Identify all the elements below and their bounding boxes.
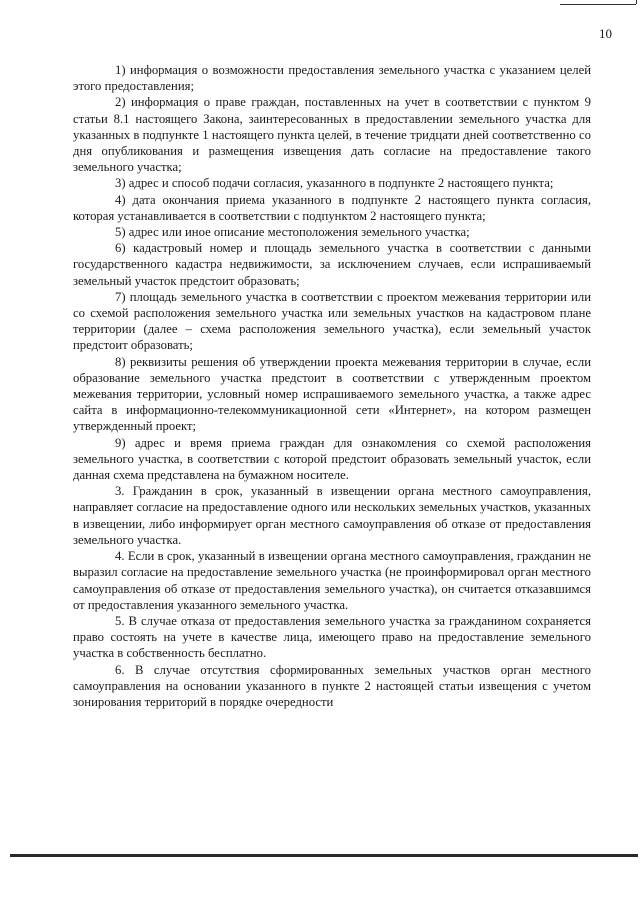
paragraph-item-7: 7) площадь земельного участка в соответствии с проектом межевания территории или со схемой расположения земельного участка или земельных участков на кадастровом плане территории (далее – схема расположения земельного участка), если земельный участок предстоит образовать; xyxy=(73,289,591,353)
paragraph-clause-6: 6. В случае отсутствия сформированных земельных участков орган местного самоуправления на основании указанного в пункте 2 настоящей статьи извещения с учетом зонирования территорий в порядке очередности xyxy=(73,662,591,709)
corner-mark-tick xyxy=(636,0,637,4)
bottom-divider xyxy=(10,854,638,857)
page-number: 10 xyxy=(599,26,612,41)
paragraph-clause-5: 5. В случае отказа от предоставления земельного участка за гражданином сохраняется право состоять на учете в качестве лица, имеющего право на предоставление земельного участка в собственность бесплатно. xyxy=(73,613,591,661)
corner-mark-line xyxy=(560,4,636,5)
paragraph-item-3: 3) адрес и способ подачи согласия, указанного в подпункте 2 настоящего пункта; xyxy=(115,176,554,191)
paragraph-item-6: 6) кадастровый номер и площадь земельного участка в соответствии с данными государственного кадастра недвижимости, за исключением случаев, если испрашиваемый земельный участок предстоит образовать; xyxy=(73,241,591,288)
paragraph-item-2: 2) информация о праве граждан, поставленных на учет в соответствии с пунктом 9 статьи 8.1 настоящего Закона, заинтересованных в предоставлении земельного участка для указанных в подпункте 1 настоящего пункта целей, в течение тридцати дней соответственно со дня опубликования и размещения извещения дать согласие на предоставление такого земельного участка; xyxy=(73,95,591,175)
paragraph-item-5: 5) адрес или иное описание местоположения земельного участка; xyxy=(115,225,470,240)
paragraph-clause-4: 4. Если в срок, указанный в извещении органа местного самоуправления, гражданин не выразил согласие на предоставление земельного участка (не проинформировал орган местного самоуправления об отказе от предоставления земельного участка), он считается отказавшимся от предоставления указанного земельного участка. xyxy=(73,549,591,612)
paragraph-item-8: 8) реквизиты решения об утверждении проекта межевания территории в случае, если образование земельного участка предстоит в соответствии с утвержденным проектом межевания территории, условный номер испрашиваемого земельного участка, а также адрес сайта в информационно-телекоммуникационной сети «Интернет», на котором размещен утвержденный проект; xyxy=(73,354,591,434)
paragraph-item-9: 9) адрес и время приема граждан для ознакомления со схемой расположения земельного участка, в соответствии с которой предстоит образовать земельный участок, если данная схема представлена на бумажном носителе. xyxy=(73,435,591,483)
paragraph-item-1: 1) информация о возможности предоставления земельного участка с указанием целей этого предоставления; xyxy=(73,63,591,94)
paragraph-clause-3: 3. Гражданин в срок, указанный в извещении органа местного самоуправления, направляет согласие на предоставление одного или нескольких земельных участков, указанных в извещении, либо информирует орган местного самоуправления об отказе от предоставления земельного участка. xyxy=(73,484,591,547)
document-body xyxy=(73,62,591,710)
paragraph-item-4: 4) дата окончания приема указанного в подпункте 2 настоящего пункта согласия, которая устанавливается в соответствии с подпунктом 2 настоящего пункта; xyxy=(73,192,591,223)
